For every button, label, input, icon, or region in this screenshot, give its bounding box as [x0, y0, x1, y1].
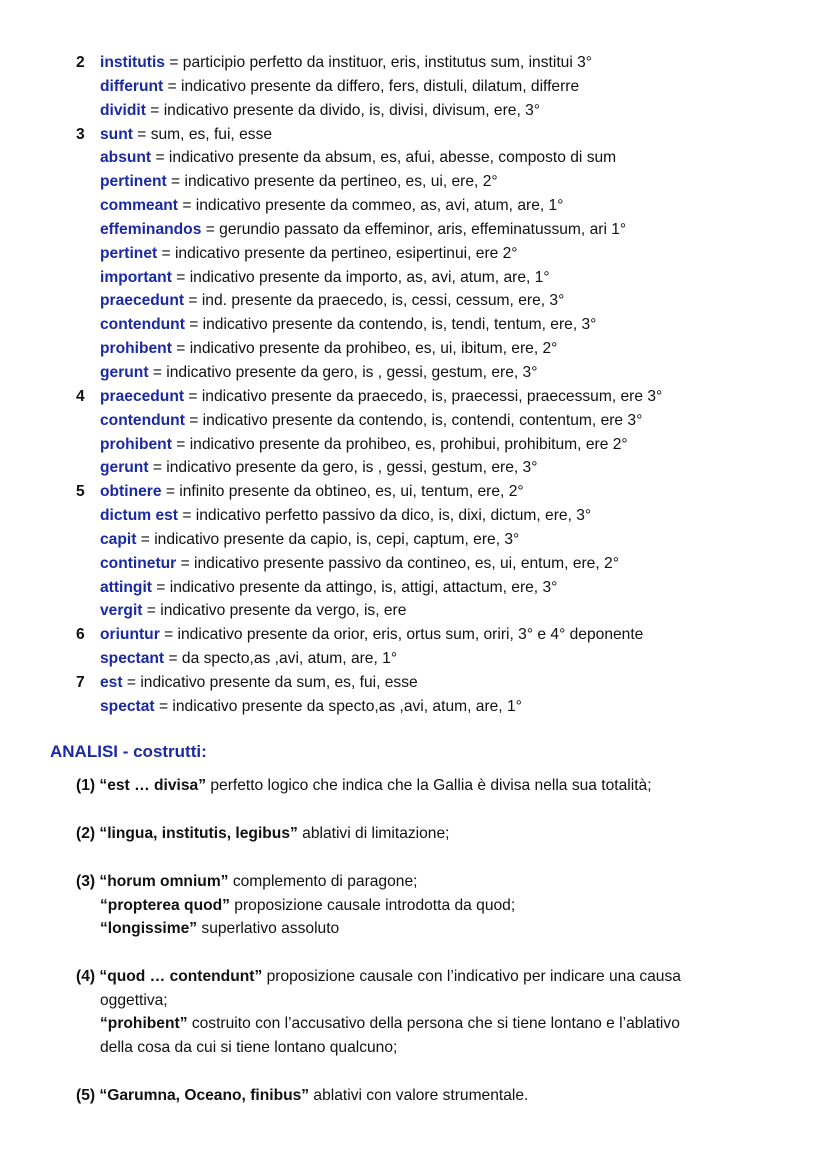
verb-list — [76, 51, 816, 719]
verb-term: contendunt — [100, 411, 185, 429]
list-item: prohibent = indicativo presente da prohibeo, es, ui, ibitum, ere, 2° — [100, 340, 558, 358]
verb-desc: indicativo presente da commeo, as, avi, atum, are, 1° — [195, 197, 564, 215]
verb-term: differunt — [100, 77, 164, 95]
verb-desc: indicativo presente da orior, eris, ortus sum, oriri, 3° e 4° deponente — [177, 626, 644, 644]
analysis-item-5: (5) “Garumna, Oceano, finibus” ablativi con valore strumentale. — [76, 1087, 529, 1104]
verb-desc: da specto,as ,avi, atum, are, 1° — [181, 650, 398, 668]
list-item: 6 oriuntur = indicativo presente da orior, eris, ortus sum, oriri, 3° e 4° deponente — [76, 626, 644, 644]
verb-term: important — [100, 268, 172, 286]
verb-desc: indicativo presente da importo, as, avi, atum, are, 1° — [189, 268, 550, 286]
list-item: contendunt = indicativo presente da contendo, is, tendi, tentum, ere, 3° — [100, 316, 597, 334]
list-item: commeant = indicativo presente da commeo, as, avi, atum, are, 1° — [100, 197, 564, 215]
list-item: pertinent = indicativo presente da pertineo, es, ui, ere, 2° — [100, 173, 498, 191]
verb-desc: infinito presente da obtineo, es, ui, tentum, ere, 2° — [179, 483, 524, 501]
list-item: capit = indicativo presente da capio, is, cepi, captum, ere, 3° — [100, 530, 520, 548]
verb-desc: indicativo presente da gero, is , gessi, gestum, ere, 3° — [166, 459, 538, 477]
verb-term: sunt — [100, 125, 133, 143]
verb-term: obtinere — [100, 483, 162, 501]
list-item: dividit = indicativo presente da divido, is, divisi, divisum, ere, 3° — [100, 101, 541, 119]
analysis-item-3: (3) “horum omnium” complemento di paragone; “propterea quod” proposizione causale introdotta da quod; “longissime” superlativo assoluto — [76, 873, 516, 937]
verb-term: gerunt — [100, 363, 149, 381]
verb-term: vergit — [100, 602, 143, 620]
analysis-item-1: (1) “est … divisa” perfetto logico che indica che la Gallia è divisa nella sua totalità; — [76, 777, 652, 794]
list-item: dictum est = indicativo perfetto passivo da dico, is, dixi, dictum, ere, 3° — [100, 507, 592, 525]
list-item: absunt = indicativo presente da absum, es, afui, abesse, composto di sum — [100, 149, 617, 167]
list-item: pertinet = indicativo presente da pertineo, esipertinui, ere 2° — [100, 244, 518, 262]
verb-term: praecedunt — [100, 387, 185, 405]
verb-desc: indicativo presente da attingo, is, attigi, attactum, ere, 3° — [169, 578, 558, 596]
verb-term: capit — [100, 530, 137, 548]
verb-desc: gerundio passato da effeminor, aris, effeminatussum, ari 1° — [219, 220, 627, 238]
verb-desc: indicativo presente da divido, is, divisi, divisum, ere, 3° — [163, 101, 541, 119]
verb-term: commeant — [100, 197, 178, 215]
verb-term: prohibent — [100, 435, 172, 453]
list-item: 7 est = indicativo presente da sum, es, fui, esse — [76, 673, 418, 691]
list-item: 2 institutis = participio perfetto da instituor, eris, institutus sum, institui 3° — [76, 54, 593, 71]
list-item: continetur = indicativo presente passivo da contineo, es, ui, entum, ere, 2° — [100, 554, 619, 572]
verb-term: institutis — [100, 54, 165, 71]
list-item: vergit = indicativo presente da vergo, is, ere — [100, 602, 407, 620]
verb-desc: indicativo presente da specto,as ,avi, atum, are, 1° — [172, 697, 522, 715]
list-item: 5 obtinere = infinito presente da obtineo, es, ui, tentum, ere, 2° — [76, 483, 524, 501]
verb-term: pertinet — [100, 244, 158, 262]
verb-term: prohibent — [100, 340, 172, 358]
verb-desc: indicativo presente da gero, is , gessi, gestum, ere, 3° — [166, 363, 538, 381]
verb-term: pertinent — [100, 173, 167, 191]
verb-desc: indicativo presente da sum, es, fui, esse — [140, 673, 418, 691]
list-item: gerunt = indicativo presente da gero, is , gessi, gestum, ere, 3° — [100, 459, 538, 477]
analysis-heading: ANALISI - costrutti: — [50, 742, 207, 761]
verb-desc: indicativo presente da prohibeo, es, ui, ibitum, ere, 2° — [189, 340, 558, 358]
list-item: effeminandos = gerundio passato da effeminor, aris, effeminatussum, ari 1° — [100, 220, 627, 238]
verb-desc: indicativo presente da vergo, is, ere — [160, 602, 407, 620]
verb-term: effeminandos — [100, 220, 202, 238]
verb-term: continetur — [100, 554, 177, 572]
list-item: gerunt = indicativo presente da gero, is , gessi, gestum, ere, 3° — [100, 363, 538, 381]
verb-term: spectat — [100, 697, 155, 715]
list-item: spectat = indicativo presente da specto,as ,avi, atum, are, 1° — [100, 697, 522, 715]
verb-desc: indicativo presente da prohibeo, es, prohibui, prohibitum, ere 2° — [189, 435, 628, 453]
verb-desc: participio perfetto da instituor, eris, institutus sum, institui 3° — [182, 54, 593, 71]
verb-desc: indicativo presente da pertineo, es, ui, ere, 2° — [184, 173, 498, 191]
list-item: prohibent = indicativo presente da prohibeo, es, prohibui, prohibitum, ere 2° — [100, 435, 628, 453]
verb-desc: indicativo presente da praecedo, is, praecessi, praecessum, ere 3° — [201, 387, 663, 405]
verb-desc: indicativo presente da capio, is, cepi, captum, ere, 3° — [154, 530, 520, 548]
analysis-item-2: (2) “lingua, institutis, legibus” ablativi di limitazione; — [76, 825, 450, 842]
verb-desc: indicativo presente da differo, fers, distuli, dilatum, differre — [181, 77, 580, 95]
verb-desc: indicativo presente da contendo, is, contendi, contentum, ere 3° — [202, 411, 643, 429]
list-item: praecedunt = ind. presente da praecedo, is, cessi, cessum, ere, 3° — [100, 292, 565, 310]
analysis-item-4: (4) “quod … contendunt” proposizione causale con l’indicativo per indicare una causa oggettiva; “prohibent” costruito con l’accusativo della persona che si tiene lontano e l’ablativo della cosa da cui si tiene lontano qualcuno; — [76, 968, 681, 1056]
verb-term: dictum est — [100, 507, 178, 525]
verb-desc: indicativo perfetto passivo da dico, is, dixi, dictum, ere, 3° — [195, 507, 592, 525]
verb-desc: indicativo presente da contendo, is, tendi, tentum, ere, 3° — [202, 316, 597, 334]
verb-desc: sum, es, fui, esse — [150, 125, 273, 143]
verb-term: est — [100, 673, 123, 691]
list-item: contendunt = indicativo presente da contendo, is, contendi, contentum, ere 3° — [100, 411, 643, 429]
list-item: 4 praecedunt = indicativo presente da praecedo, is, praecessi, praecessum, ere 3° — [76, 387, 663, 405]
verb-term: contendunt — [100, 316, 185, 334]
verb-term: gerunt — [100, 459, 149, 477]
verb-term: attingit — [100, 578, 152, 596]
list-item: differunt = indicativo presente da differo, fers, distuli, dilatum, differre — [100, 77, 580, 95]
verb-desc: indicativo presente passivo da contineo, es, ui, entum, ere, 2° — [194, 554, 619, 572]
verb-term: oriuntur — [100, 626, 160, 644]
verb-desc: ind. presente da praecedo, is, cessi, cessum, ere, 3° — [201, 292, 565, 310]
list-item: 3 sunt = sum, es, fui, esse — [76, 125, 273, 143]
list-item: spectant = da specto,as ,avi, atum, are, 1° — [100, 650, 398, 668]
verb-term: spectant — [100, 650, 165, 668]
verb-term: dividit — [100, 101, 146, 119]
verb-term: praecedunt — [100, 292, 185, 310]
list-item: attingit = indicativo presente da attingo, is, attigi, attactum, ere, 3° — [100, 578, 558, 596]
verb-desc: indicativo presente da pertineo, esipertinui, ere 2° — [174, 244, 518, 262]
verb-desc: indicativo presente da absum, es, afui, abesse, composto di sum — [168, 149, 617, 167]
list-item: important = indicativo presente da importo, as, avi, atum, are, 1° — [100, 268, 550, 286]
verb-term: absunt — [100, 149, 152, 167]
